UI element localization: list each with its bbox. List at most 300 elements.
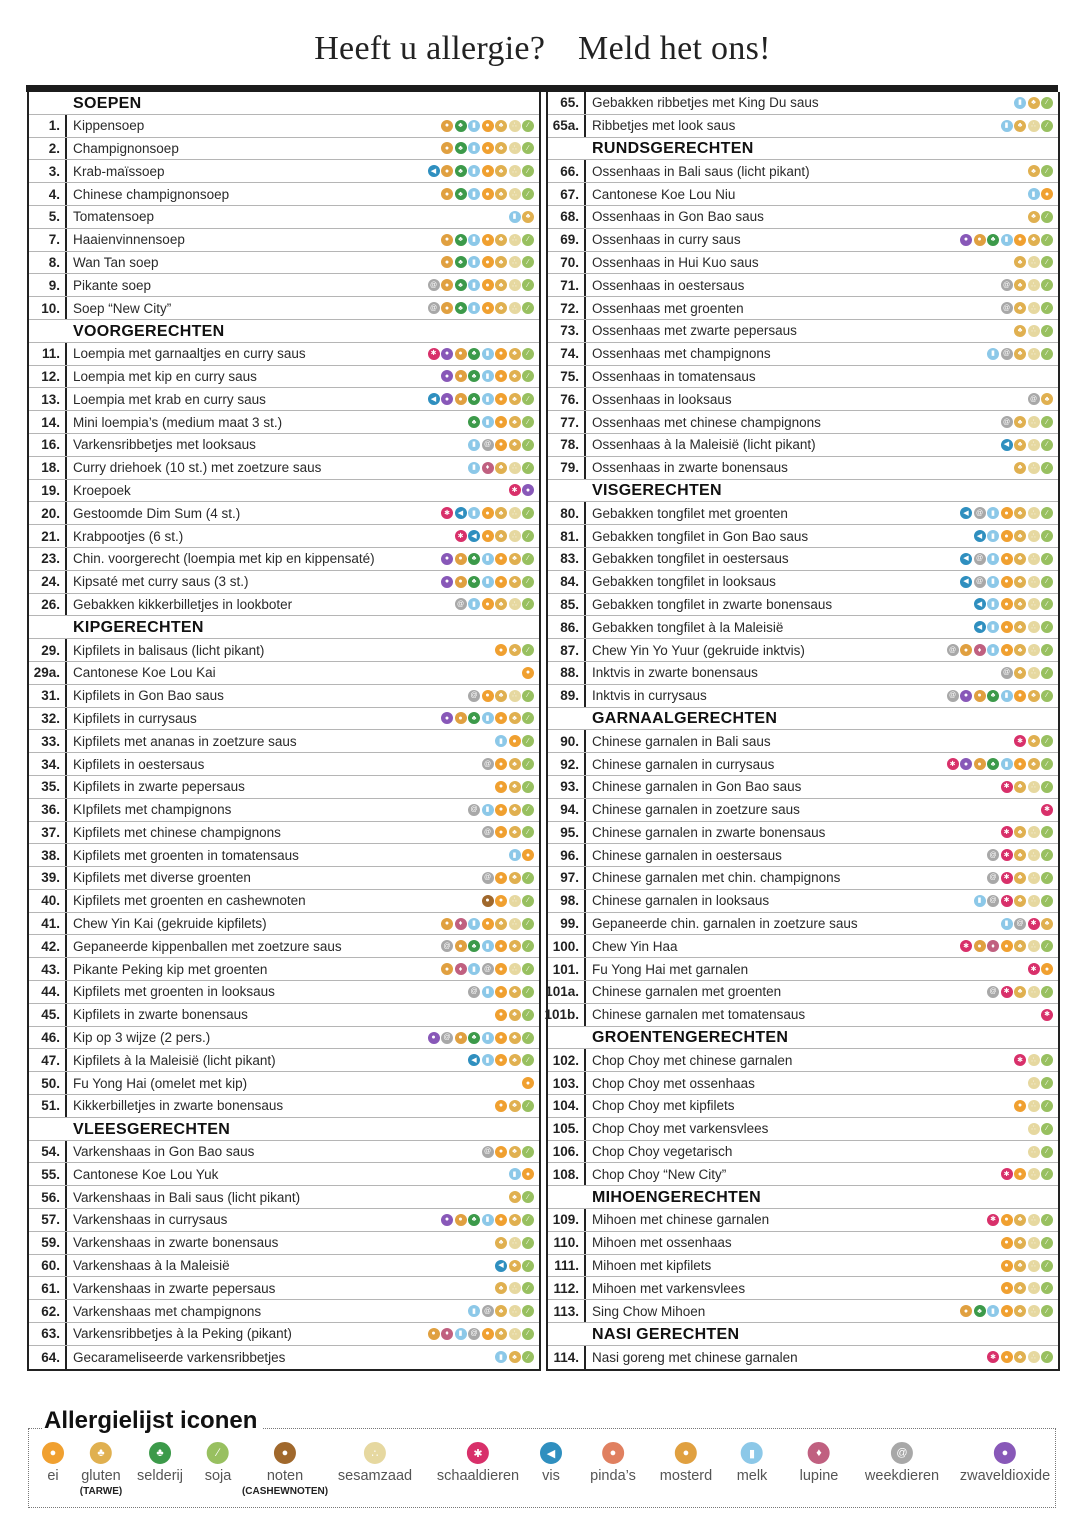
- menu-item-name: Fu Yong Hai met garnalen: [592, 961, 749, 977]
- menu-item-number: 60.: [29, 1255, 67, 1277]
- soy-icon: ∕: [522, 188, 534, 200]
- wheat-icon: ♣: [509, 416, 521, 428]
- wheat-icon: ♣: [509, 1146, 521, 1158]
- milk-icon: ▮: [1028, 188, 1040, 200]
- menu-item-name: Fu Yong Hai (omelet met kip): [73, 1075, 248, 1091]
- menu-item-name: Chop Choy met kipfilets: [592, 1098, 735, 1114]
- menu-item-row: [548, 183, 1058, 206]
- menu-item-row: [548, 822, 1058, 845]
- menu-column-left: [27, 92, 541, 1371]
- menu-item-name: Chop Choy vegetarisch: [592, 1144, 733, 1160]
- menu-item-name: Gepaneerde chin. garnalen in zoetzure saus: [592, 916, 858, 932]
- soy-icon: ∕: [1041, 826, 1053, 838]
- soy-icon: ∕: [1041, 849, 1053, 861]
- soy-icon: ∕: [522, 895, 534, 907]
- wheat-icon: ♣: [495, 256, 507, 268]
- legend-sublabel: (TARWE): [79, 1486, 123, 1497]
- menu-item-name: Varkenshaas in Gon Bao saus: [73, 1144, 255, 1160]
- milk-icon: ▮: [482, 712, 494, 724]
- allergen-icons: [1001, 662, 1059, 684]
- celery-icon: ♣: [468, 712, 480, 724]
- egg-icon: ●: [495, 370, 507, 382]
- category-label: VLEESGERECHTEN: [73, 1120, 231, 1138]
- category-label: NASI GERECHTEN: [592, 1325, 740, 1343]
- wheat-icon: ♣: [1014, 781, 1026, 793]
- egg-icon: ●: [482, 188, 494, 200]
- menu-item-number: 90.: [548, 730, 586, 752]
- menu-item-row: [29, 252, 539, 275]
- menu-item-name: Kipfilets in currysaus: [73, 710, 197, 726]
- sesame-icon: ∴: [509, 963, 521, 975]
- menu-item-number: 56.: [29, 1186, 67, 1208]
- egg-icon: ●: [495, 393, 507, 405]
- menu-item-number: 98.: [548, 890, 586, 912]
- egg-icon: ●: [1001, 1260, 1013, 1272]
- allergen-icons: [1028, 206, 1059, 228]
- sesame-icon: ∴: [1028, 1237, 1040, 1249]
- egg-icon: ●: [1041, 188, 1053, 200]
- allergen-icons: [1028, 388, 1059, 410]
- egg-icon: ●: [495, 1032, 507, 1044]
- menu-item-row: [548, 685, 1058, 708]
- allergen-icons: [509, 480, 540, 502]
- menu-item-number: 26.: [29, 594, 67, 616]
- celery-icon: ♣: [987, 234, 999, 246]
- menu-item-name: Ossenhaas in Gon Bao saus: [592, 209, 764, 225]
- allergen-icons: [428, 343, 540, 365]
- wheat-icon: ♣: [495, 462, 507, 474]
- menu-item-name: Chinese garnalen in zoetzure saus: [592, 802, 800, 818]
- menu-item-number: 19.: [29, 480, 67, 502]
- legend-item-mosterd: [660, 1442, 712, 1484]
- allergen-icons: [960, 571, 1058, 593]
- menu-item-row: [548, 1141, 1058, 1164]
- sesame-icon: ∴: [1028, 302, 1040, 314]
- menu-item-number: 108.: [548, 1163, 586, 1185]
- soy-icon: ∕: [1041, 325, 1053, 337]
- menu-item-name: Chinese garnalen in oestersaus: [592, 847, 782, 863]
- fish-icon: ◀: [974, 621, 986, 633]
- fish-icon: ◀: [428, 165, 440, 177]
- mollusc-icon: @: [987, 986, 999, 998]
- menu-item-number: 89.: [548, 685, 586, 707]
- wheat-icon: ♣: [509, 1009, 521, 1021]
- soy-icon: ∕: [1041, 940, 1053, 952]
- sesame-icon: ∴: [509, 1282, 521, 1294]
- menu-item-number: 65.: [548, 92, 586, 114]
- fish-icon: ◀: [540, 1442, 562, 1464]
- menu-item-row: [29, 1209, 539, 1232]
- title-part-1: Heeft u allergie?: [314, 30, 546, 67]
- menu-item-name: Ossenhaas met groenten: [592, 300, 744, 316]
- soy-icon: ∕: [522, 826, 534, 838]
- menu-item-row: [29, 776, 539, 799]
- sesame-icon: ∴: [509, 895, 521, 907]
- allergen-icons: [495, 639, 539, 661]
- milk-icon: ▮: [468, 256, 480, 268]
- mollusc-icon: @: [974, 507, 986, 519]
- menu-item-name: Kipfilets in Gon Bao saus: [73, 688, 224, 704]
- menu-item-name: Chinese champignonsoep: [73, 186, 230, 202]
- page-title: [0, 30, 1085, 68]
- wheat-icon: ♣: [495, 279, 507, 291]
- menu-item-number: 38.: [29, 844, 67, 866]
- legend-label: selderij: [137, 1468, 183, 1484]
- egg-icon: ●: [1001, 553, 1013, 565]
- menu-item-name: Gecarameliseerde varkensribbetjes: [73, 1349, 286, 1365]
- allergen-icons: [1001, 1163, 1059, 1185]
- egg-icon: ●: [495, 1009, 507, 1021]
- menu-item-number: 81.: [548, 525, 586, 547]
- mustard-icon: ●: [974, 758, 986, 770]
- menu-item-number: 101.: [548, 958, 586, 980]
- egg-icon: ●: [495, 1100, 507, 1112]
- menu-item-number: 57.: [29, 1209, 67, 1231]
- allergen-icons: [960, 502, 1058, 524]
- menu-item-number: 43.: [29, 958, 67, 980]
- menu-item-number: 64.: [29, 1346, 67, 1369]
- sesame-icon: ∴: [509, 120, 521, 132]
- soy-icon: ∕: [522, 644, 534, 656]
- menu-item-number: 104.: [548, 1095, 586, 1117]
- allergen-icons: [455, 525, 540, 547]
- menu-item-number: 103.: [548, 1072, 586, 1094]
- menu-item-row: [548, 639, 1058, 662]
- milk-icon: ▮: [987, 530, 999, 542]
- sesame-icon: ∴: [1028, 1123, 1040, 1135]
- shellfish-icon: ✱: [1028, 963, 1040, 975]
- mustard-icon: ●: [455, 712, 467, 724]
- soy-icon: ∕: [1041, 667, 1053, 679]
- soy-icon: ∕: [522, 758, 534, 770]
- sesame-icon: ∴: [1028, 325, 1040, 337]
- menu-item-row: [29, 525, 539, 548]
- allergen-icons: [468, 799, 539, 821]
- menu-item-number: 54.: [29, 1141, 67, 1163]
- egg-icon: ●: [482, 279, 494, 291]
- menu-item-number: 76.: [548, 388, 586, 410]
- wheat-icon: ♣: [509, 781, 521, 793]
- milk-icon: ▮: [468, 439, 480, 451]
- menu-item-name: Gebakken tongfilet in Gon Bao saus: [592, 528, 809, 544]
- wheat-icon: ♣: [509, 1214, 521, 1226]
- menu-item-number: 16.: [29, 434, 67, 456]
- sesame-icon: ∴: [1028, 644, 1040, 656]
- mollusc-icon: @: [428, 279, 440, 291]
- menu-item-number: 79.: [548, 457, 586, 479]
- allergen-icons: [1001, 274, 1059, 296]
- egg-icon: ●: [482, 120, 494, 132]
- fish-icon: ◀: [960, 553, 972, 565]
- milk-icon: ▮: [482, 553, 494, 565]
- menu-item-number: 88.: [548, 662, 586, 684]
- menu-item-name: Loempia met krab en curry saus: [73, 391, 266, 407]
- egg-icon: ●: [1001, 1282, 1013, 1294]
- menu-item-row: [548, 457, 1058, 480]
- menu-item-row: [548, 297, 1058, 320]
- egg-icon: ●: [482, 690, 494, 702]
- category-label: RUNDSGERECHTEN: [592, 140, 754, 158]
- shellfish-icon: ✱: [1014, 1054, 1026, 1066]
- allergen-icons: [1028, 1118, 1059, 1140]
- soy-icon: ∕: [522, 872, 534, 884]
- sulphite-icon: ●: [441, 576, 453, 588]
- wheat-icon: ♣: [509, 1054, 521, 1066]
- shellfish-icon: ✱: [455, 530, 467, 542]
- mollusc-icon: @: [482, 963, 494, 975]
- soy-icon: ∕: [1041, 1168, 1053, 1180]
- menu-item-row: [548, 548, 1058, 571]
- sulphite-icon: ●: [960, 234, 972, 246]
- soy-icon: ∕: [1041, 211, 1053, 223]
- menu-item-name: Ossenhaas in looksaus: [592, 391, 732, 407]
- milk-icon: ▮: [987, 348, 999, 360]
- egg-icon: ●: [495, 553, 507, 565]
- wheat-icon: ♣: [1014, 826, 1026, 838]
- wheat-icon: ♣: [509, 826, 521, 838]
- sesame-icon: ∴: [509, 142, 521, 154]
- menu-item-row: [29, 548, 539, 571]
- menu-item-name: Gestoomde Dim Sum (4 st.): [73, 505, 241, 521]
- mollusc-icon: @: [987, 895, 999, 907]
- menu-item-number: 24.: [29, 571, 67, 593]
- soy-icon: ∕: [522, 690, 534, 702]
- mustard-icon: ●: [441, 165, 453, 177]
- allergen-icons: [1028, 1072, 1059, 1094]
- egg-icon: ●: [495, 963, 507, 975]
- mustard-icon: ●: [441, 256, 453, 268]
- menu-item-number: 39.: [29, 867, 67, 889]
- milk-icon: ▮: [482, 986, 494, 998]
- soy-icon: ∕: [522, 1237, 534, 1249]
- milk-icon: ▮: [482, 416, 494, 428]
- menu-item-name: Chop Choy “New City”: [592, 1166, 727, 1182]
- allergen-icons: [468, 434, 539, 456]
- milk-icon: ▮: [468, 462, 480, 474]
- milk-icon: ▮: [468, 120, 480, 132]
- menu-item-name: Pikante soep: [73, 277, 152, 293]
- menu-item-name: Kipfilets met groenten en cashewnoten: [73, 893, 306, 909]
- milk-icon: ▮: [1001, 690, 1013, 702]
- soy-icon: ∕: [1041, 416, 1053, 428]
- legend-label: pinda’s: [590, 1468, 636, 1484]
- menu-item-row: [29, 274, 539, 297]
- menu-item-row: [29, 1186, 539, 1209]
- soy-icon: ∕: [1041, 1305, 1053, 1317]
- legend-item-ei: [42, 1442, 64, 1484]
- soy-icon: ∕: [1041, 1260, 1053, 1272]
- category-label: SOEPEN: [73, 94, 142, 112]
- lupine-icon: ♦: [441, 1328, 453, 1340]
- wheat-icon: ♣: [1014, 895, 1026, 907]
- milk-icon: ▮: [495, 1351, 507, 1363]
- shellfish-icon: ✱: [1001, 781, 1013, 793]
- celery-icon: ♣: [455, 256, 467, 268]
- mustard-icon: ●: [441, 120, 453, 132]
- menu-item-row: [548, 252, 1058, 275]
- menu-item-name: Pikante Peking kip met groenten: [73, 961, 268, 977]
- menu-item-number: 41.: [29, 913, 67, 935]
- milk-icon: ▮: [1001, 234, 1013, 246]
- menu-item-row: [29, 183, 539, 206]
- soy-icon: ∕: [1041, 598, 1053, 610]
- allergen-icons: [468, 685, 539, 707]
- soy-icon: ∕: [1041, 97, 1053, 109]
- celery-icon: ♣: [455, 165, 467, 177]
- menu-item-number: 29.: [29, 639, 67, 661]
- egg-icon: ●: [1014, 1100, 1026, 1112]
- menu-item-number: 112.: [548, 1277, 586, 1299]
- celery-icon: ♣: [468, 416, 480, 428]
- menu-item-row: [29, 981, 539, 1004]
- menu-item-number: 74.: [548, 343, 586, 365]
- soy-icon: ∕: [1041, 1100, 1053, 1112]
- soy-icon: ∕: [1041, 1237, 1053, 1249]
- menu-item-number: 80.: [548, 502, 586, 524]
- menu-item-row: [29, 229, 539, 252]
- shellfish-icon: ✱: [947, 758, 959, 770]
- menu-item-row: [29, 1004, 539, 1027]
- menu-item-name: Chew Yin Yo Yuur (gekruide inktvis): [592, 642, 805, 658]
- wheat-icon: ♣: [1014, 256, 1026, 268]
- milk-icon: ▮: [987, 576, 999, 588]
- menu-item-number: 29a.: [29, 662, 67, 684]
- wheat-icon: ♣: [509, 553, 521, 565]
- egg-icon: ●: [482, 165, 494, 177]
- mollusc-icon: @: [987, 872, 999, 884]
- soy-icon: ∕: [522, 1054, 534, 1066]
- egg-icon: ●: [482, 142, 494, 154]
- soy-icon: ∕: [1041, 348, 1053, 360]
- sesame-icon: ∴: [1028, 1305, 1040, 1317]
- milk-icon: ▮: [468, 165, 480, 177]
- milk-icon: ▮: [468, 918, 480, 930]
- menu-item-name: Ossenhaas à la Maleisië (licht pikant): [592, 437, 816, 453]
- mollusc-icon: @: [441, 1032, 453, 1044]
- legend-item-zwaveldioxide: [960, 1442, 1050, 1484]
- milk-icon: ▮: [987, 1305, 999, 1317]
- menu-item-number: 2.: [29, 138, 67, 160]
- mustard-icon: ●: [441, 302, 453, 314]
- sulphite-icon: ●: [994, 1442, 1016, 1464]
- menu-item-name: Kipfilets à la Maleisië (licht pikant): [73, 1052, 276, 1068]
- allergen-icons: [495, 776, 539, 798]
- egg-icon: ●: [495, 1054, 507, 1066]
- menu-item-row: [548, 343, 1058, 366]
- allergen-icons: [1053, 366, 1058, 388]
- soy-icon: ∕: [1041, 1054, 1053, 1066]
- soy-icon: ∕: [522, 1351, 534, 1363]
- allergen-icons: [509, 206, 540, 228]
- menu-item-row: [29, 1255, 539, 1278]
- soy-icon: ∕: [522, 165, 534, 177]
- milk-icon: ▮: [455, 1328, 467, 1340]
- wheat-icon: ♣: [509, 370, 521, 382]
- sesame-icon: ∴: [1028, 1054, 1040, 1066]
- celery-icon: ♣: [468, 553, 480, 565]
- milk-icon: ▮: [468, 1305, 480, 1317]
- menu-item-row: [29, 457, 539, 480]
- milk-icon: ▮: [482, 348, 494, 360]
- legend-label: vis: [542, 1468, 560, 1484]
- wheat-icon: ♣: [1014, 1237, 1026, 1249]
- menu-item-row: [548, 844, 1058, 867]
- wheat-icon: ♣: [1014, 530, 1026, 542]
- mustard-icon: ●: [441, 142, 453, 154]
- menu-item-name: Chop Choy met ossenhaas: [592, 1075, 755, 1091]
- soy-icon: ∕: [1041, 165, 1053, 177]
- mollusc-icon: @: [1028, 393, 1040, 405]
- shellfish-icon: ✱: [1001, 895, 1013, 907]
- allergen-icons: [495, 1232, 539, 1254]
- lupine-icon: ♦: [808, 1442, 830, 1464]
- allergen-icons: [482, 890, 540, 912]
- menu-item-number: 33.: [29, 730, 67, 752]
- menu-item-name: Mihoen met varkensvlees: [592, 1280, 746, 1296]
- allergen-icons: [441, 708, 539, 730]
- menu-item-row: [548, 1072, 1058, 1095]
- wheat-icon: ♣: [1028, 690, 1040, 702]
- wheat-icon: ♣: [1014, 302, 1026, 314]
- allergen-icons: [441, 138, 539, 160]
- wheat-icon: ♣: [509, 804, 521, 816]
- menu-item-name: Champignonsoep: [73, 140, 179, 156]
- egg-icon: ●: [495, 1214, 507, 1226]
- soy-icon: ∕: [522, 530, 534, 542]
- egg-icon: ●: [522, 667, 534, 679]
- soy-icon: ∕: [522, 1100, 534, 1112]
- soy-icon: ∕: [522, 1282, 534, 1294]
- allergen-icons: [1001, 297, 1059, 319]
- mollusc-icon: @: [455, 598, 467, 610]
- fish-icon: ◀: [1001, 439, 1013, 451]
- allergen-icons: [468, 1049, 539, 1071]
- allergen-icons: [468, 981, 539, 1003]
- shellfish-icon: ✱: [1001, 1168, 1013, 1180]
- menu-item-row: [548, 434, 1058, 457]
- allergen-icons: [960, 229, 1058, 251]
- menu-item-name: Kipfilets in zwarte pepersaus: [73, 779, 245, 795]
- soy-icon: ∕: [522, 142, 534, 154]
- menu-item-name: Chop Choy met chinese garnalen: [592, 1052, 793, 1068]
- sulphite-icon: ●: [441, 370, 453, 382]
- egg-icon: ●: [1014, 758, 1026, 770]
- menu-item-number: 105.: [548, 1118, 586, 1140]
- legend-label: melk: [736, 1468, 768, 1484]
- sulphite-icon: ●: [441, 712, 453, 724]
- menu-item-name: Varkenshaas à la Maleisië: [73, 1258, 230, 1274]
- menu-item-row: [548, 890, 1058, 913]
- soy-icon: ∕: [522, 598, 534, 610]
- wheat-icon: ♣: [495, 530, 507, 542]
- menu-item-number: 10.: [29, 297, 67, 319]
- category-header: [29, 92, 539, 115]
- legend-item-gluten: [80, 1442, 122, 1497]
- sesame-icon: ∴: [509, 234, 521, 246]
- wheat-icon: ♣: [1014, 553, 1026, 565]
- wheat-icon: ♣: [495, 302, 507, 314]
- soy-icon: ∕: [1041, 1146, 1053, 1158]
- menu-item-number: 70.: [548, 252, 586, 274]
- sesame-icon: ∴: [1028, 439, 1040, 451]
- wheat-icon: ♣: [495, 1328, 507, 1340]
- menu-item-name: Ossenhaas in tomatensaus: [592, 368, 756, 384]
- menu-item-row: [29, 571, 539, 594]
- menu-item-row: [548, 958, 1058, 981]
- menu-item-row: [29, 1049, 539, 1072]
- allergen-icons: [987, 343, 1058, 365]
- menu-item-number: 86.: [548, 616, 586, 638]
